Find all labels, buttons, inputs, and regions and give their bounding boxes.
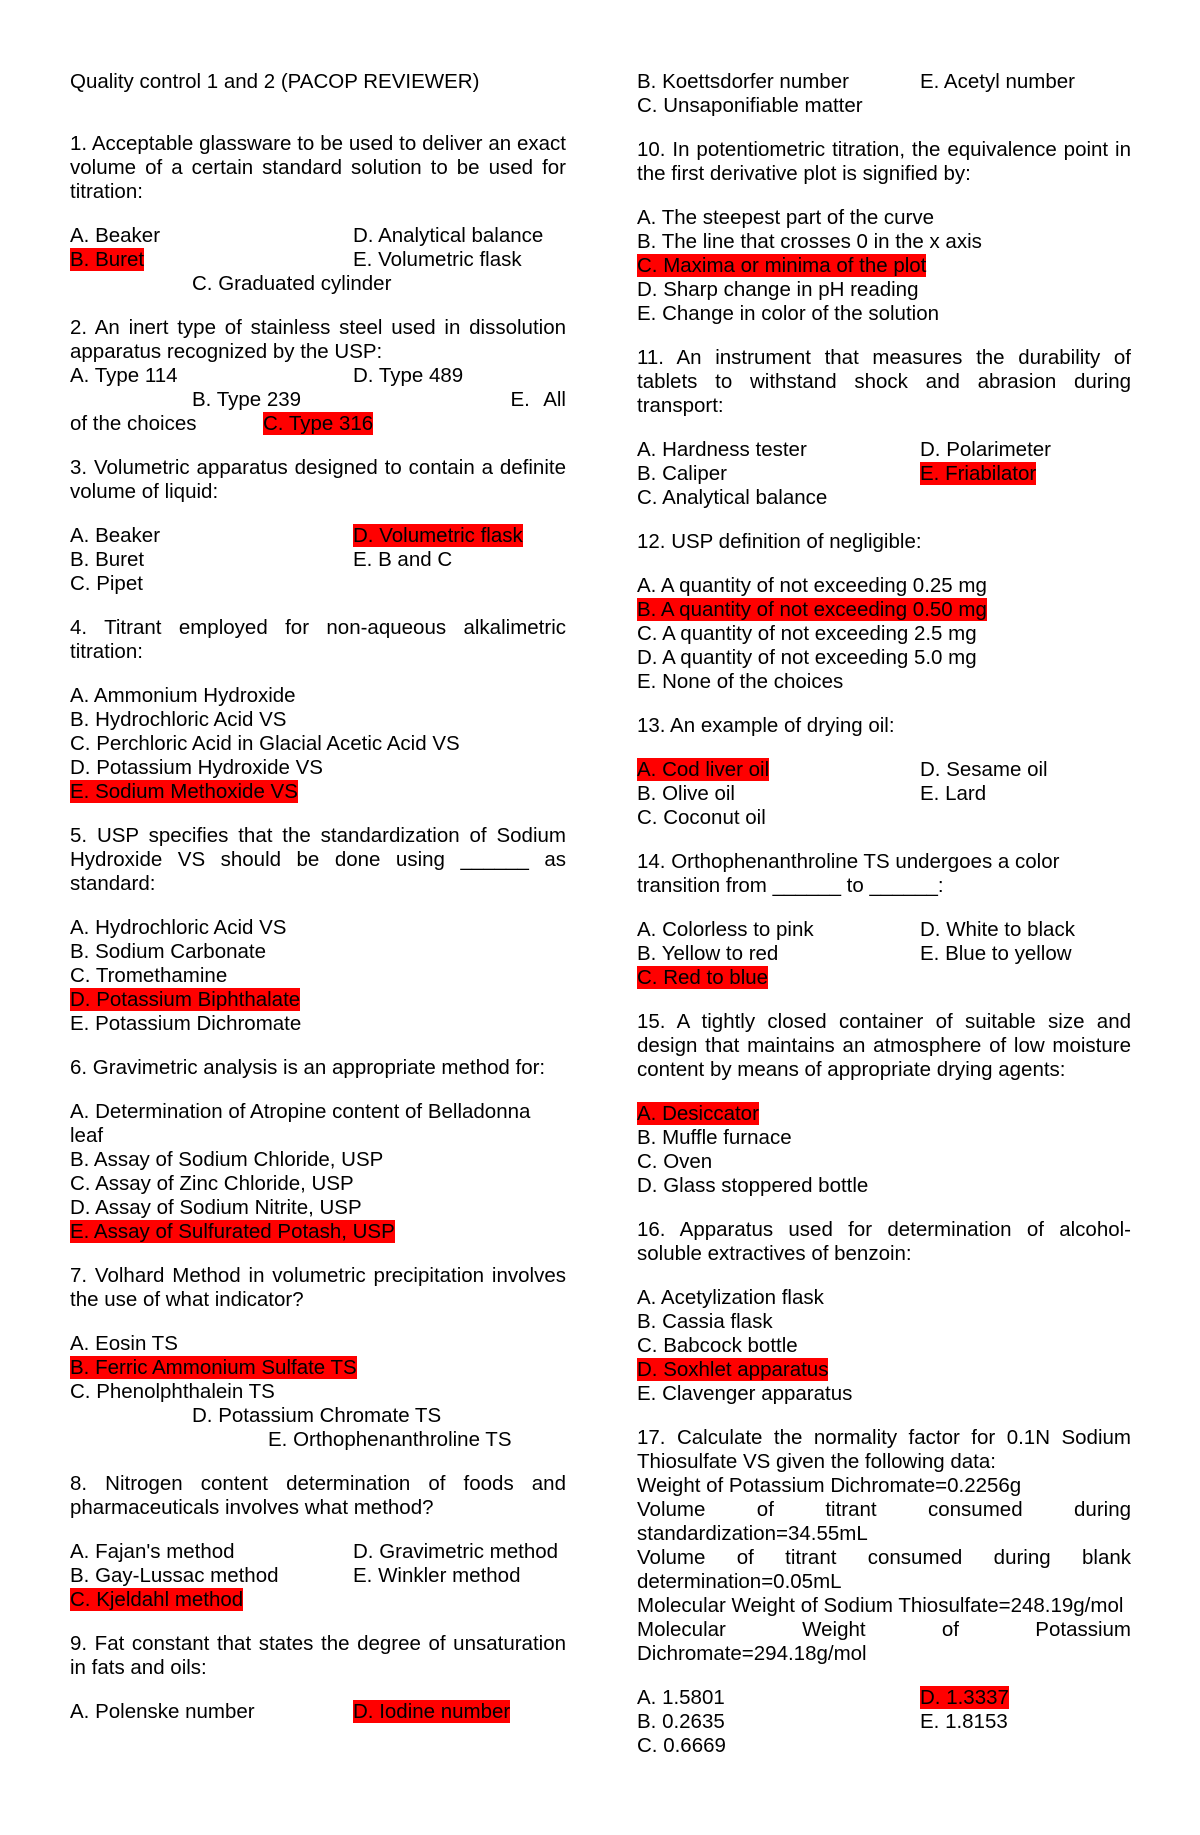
- choice-c: C. Oven: [637, 1150, 713, 1173]
- question-stem: 5. USP specifies that the standardization of Sodium Hydroxide VS should be done using ______ as standard:: [70, 824, 566, 895]
- choice-c: C. Assay of Zinc Chloride, USP: [70, 1172, 354, 1195]
- choice-b: B. Olive oil: [637, 782, 735, 805]
- choice-d: D. Glass stoppered bottle: [637, 1174, 869, 1197]
- left-column: [70, 70, 566, 1744]
- choice-e: E. Acetyl number: [920, 70, 1075, 93]
- choice-a-answer: A. Cod liver oil: [637, 758, 770, 781]
- choices: [637, 918, 1131, 990]
- given-weight-dichromate: Weight of Potassium Dichromate=0.2256g: [637, 1474, 1022, 1497]
- question-14: [637, 850, 1131, 990]
- question-stem: [637, 1426, 1131, 1666]
- choice-a: A. Ammonium Hydroxide: [70, 684, 296, 707]
- choice-d: D. White to black: [920, 918, 1075, 941]
- choices: [637, 574, 1131, 694]
- choice-a: A. Type 114: [70, 364, 178, 387]
- given-volume-blank: Volume of titrant consumed during blank determination=0.05mL: [637, 1546, 1131, 1593]
- question-stem: 11. An instrument that measures the durability of tablets to withstand shock and abrasion during transport:: [637, 346, 1131, 417]
- choice-a: A. A quantity of not exceeding 0.25 mg: [637, 574, 987, 597]
- question-stem: 10. In potentiometric titration, the equivalence point in the first derivative plot is signified by:: [637, 138, 1131, 185]
- right-column: [637, 70, 1131, 1778]
- choices: [70, 1700, 566, 1724]
- question-9-continued: [637, 70, 1131, 118]
- choice-d: D. Type 489: [353, 364, 464, 387]
- choice-c: C. Babcock bottle: [637, 1334, 798, 1357]
- choices: [70, 684, 566, 804]
- choice-c: C. Phenolphthalein TS: [70, 1380, 275, 1403]
- given-mw-dichromate: Molecular Weight of Potassium Dichromate=294.18g/mol: [637, 1618, 1131, 1665]
- choices: [637, 438, 1131, 510]
- question-stem: 4. Titrant employed for non-aqueous alkalimetric titration:: [70, 616, 566, 663]
- question-stem: 8. Nitrogen content determination of foods and pharmaceuticals involves what method?: [70, 1472, 566, 1519]
- choice-e: E. Blue to yellow: [920, 942, 1072, 965]
- choice-e-part1: E.: [510, 388, 530, 411]
- question-5: [70, 824, 566, 1036]
- choice-d: D. Sesame oil: [920, 758, 1048, 781]
- choice-e: E. Clavenger apparatus: [637, 1382, 853, 1405]
- choice-b: B. Buret: [70, 548, 145, 571]
- choice-b: B. Cassia flask: [637, 1310, 773, 1333]
- choices: [70, 364, 566, 436]
- choice-b: B. Muffle furnace: [637, 1126, 792, 1149]
- choice-e: E. Winkler method: [353, 1564, 521, 1587]
- choice-b: B. Gay-Lussac method: [70, 1564, 279, 1587]
- choice-b: B. Assay of Sodium Chloride, USP: [70, 1148, 384, 1171]
- choice-b-answer: B. A quantity of not exceeding 0.50 mg: [637, 598, 987, 621]
- question-2: [70, 316, 566, 436]
- choice-a: A. Colorless to pink: [637, 918, 814, 941]
- choice-a-line2: leaf: [70, 1124, 104, 1147]
- choice-a: A. Fajan's method: [70, 1540, 235, 1563]
- question-stem: 12. USP definition of negligible:: [637, 530, 922, 553]
- choice-c: C. Coconut oil: [637, 806, 766, 829]
- question-6: [70, 1056, 566, 1244]
- choice-c: C. A quantity of not exceeding 2.5 mg: [637, 622, 977, 645]
- question-stem-text: 17. Calculate the normality factor for 0.1N Sodium Thiosulfate VS given the following data:: [637, 1426, 1131, 1473]
- choices: [70, 224, 566, 296]
- question-stem: 6. Gravimetric analysis is an appropriate method for:: [70, 1056, 546, 1079]
- question-stem: 16. Apparatus used for determination of alcohol-soluble extractives of benzoin:: [637, 1218, 1131, 1265]
- choices: [70, 1540, 566, 1612]
- choice-a: A. Beaker: [70, 524, 161, 547]
- choice-e: E. Change in color of the solution: [637, 302, 939, 325]
- choice-b: B. Yellow to red: [637, 942, 779, 965]
- choice-e-part3: of the choices: [70, 412, 197, 435]
- choice-d: D. Potassium Chromate TS: [192, 1404, 442, 1427]
- choice-a: A. Acetylization flask: [637, 1286, 824, 1309]
- choice-c: C. Tromethamine: [70, 964, 228, 987]
- choices: [70, 916, 566, 1036]
- given-volume-standardization: Volume of titrant consumed during standardization=34.55mL: [637, 1498, 1131, 1545]
- question-stem: 7. Volhard Method in volumetric precipitation involves the use of what indicator?: [70, 1264, 566, 1311]
- choice-a: A. Hardness tester: [637, 438, 807, 461]
- question-stem: 1. Acceptable glassware to be used to deliver an exact volume of a certain standard solution to be used for titration:: [70, 132, 566, 203]
- question-stem: 2. An inert type of stainless steel used in dissolution apparatus recognized by the USP:: [70, 316, 566, 363]
- choice-e-answer: E. Sodium Methoxide VS: [70, 780, 298, 803]
- question-3: [70, 456, 566, 596]
- question-9: [70, 1632, 566, 1724]
- choice-c-answer: C. Type 316: [263, 412, 374, 435]
- question-12: [637, 530, 1131, 694]
- choice-b: B. Sodium Carbonate: [70, 940, 267, 963]
- choice-c: C. Pipet: [70, 572, 143, 595]
- choices: [637, 206, 1131, 326]
- question-13: [637, 714, 1131, 830]
- choice-c: C. Perchloric Acid in Glacial Acetic Acid VS: [70, 732, 460, 755]
- choice-d: D. Sharp change in pH reading: [637, 278, 919, 301]
- choice-e: E. Lard: [920, 782, 987, 805]
- choices: [637, 1102, 1131, 1198]
- choices: [637, 1686, 1131, 1758]
- choice-a-line1: A. Determination of Atropine content of Belladonna: [70, 1100, 531, 1123]
- question-stem: 9. Fat constant that states the degree of unsaturation in fats and oils:: [70, 1632, 566, 1679]
- question-stem: 14. Orthophenanthroline TS undergoes a color transition from ______ to ______:: [637, 850, 1060, 897]
- choice-d-answer: D. Potassium Biphthalate: [70, 988, 301, 1011]
- choice-a: A. Polenske number: [70, 1700, 255, 1723]
- choice-a: A. Beaker: [70, 224, 161, 247]
- choice-e-answer: E. Assay of Sulfurated Potash, USP: [70, 1220, 395, 1243]
- choice-d-answer: D. Soxhlet apparatus: [637, 1358, 829, 1381]
- choices: [70, 1332, 566, 1452]
- choice-c-answer: C. Red to blue: [637, 966, 769, 989]
- choice-d: D. Assay of Sodium Nitrite, USP: [70, 1196, 362, 1219]
- choice-a-answer: A. Desiccator: [637, 1102, 759, 1125]
- choice-b: B. Caliper: [637, 462, 728, 485]
- choice-e: E. Potassium Dichromate: [70, 1012, 302, 1035]
- choices: [637, 1286, 1131, 1406]
- choice-d-answer: D. Volumetric flask: [353, 524, 523, 547]
- choice-e: E. Orthophenanthroline TS: [268, 1428, 512, 1451]
- question-16: [637, 1218, 1131, 1406]
- choice-b: B. Type 239: [192, 388, 302, 411]
- choice-d: D. Polarimeter: [920, 438, 1052, 461]
- question-stem: 3. Volumetric apparatus designed to contain a definite volume of liquid:: [70, 456, 566, 503]
- choice-b: B. Hydrochloric Acid VS: [70, 708, 287, 731]
- choice-b-answer: B. Buret: [70, 248, 145, 271]
- question-4: [70, 616, 566, 804]
- choice-e: E. 1.8153: [920, 1710, 1008, 1733]
- choices: [637, 758, 1131, 830]
- choices: [70, 1100, 566, 1244]
- choice-e: E. None of the choices: [637, 670, 844, 693]
- choices: [70, 524, 566, 596]
- choice-d: D. A quantity of not exceeding 5.0 mg: [637, 646, 977, 669]
- document-title: Quality control 1 and 2 (PACOP REVIEWER): [70, 70, 480, 93]
- question-7: [70, 1264, 566, 1452]
- choice-d: D. Potassium Hydroxide VS: [70, 756, 323, 779]
- choice-d: D. Analytical balance: [353, 224, 544, 247]
- choice-b: B. Koettsdorfer number: [637, 70, 849, 93]
- choice-c-answer: C. Maxima or minima of the plot: [637, 254, 927, 277]
- choice-c: C. Graduated cylinder: [192, 272, 392, 295]
- choice-b-answer: B. Ferric Ammonium Sulfate TS: [70, 1356, 357, 1379]
- question-17: [637, 1426, 1131, 1758]
- choice-d: D. Gravimetric method: [353, 1540, 559, 1563]
- choice-e-answer: E. Friabilator: [920, 462, 1037, 485]
- question-1: [70, 132, 566, 296]
- choice-a: A. Hydrochloric Acid VS: [70, 916, 287, 939]
- choice-a: A. 1.5801: [637, 1686, 725, 1709]
- question-10: [637, 138, 1131, 326]
- choice-c-answer: C. Kjeldahl method: [70, 1588, 244, 1611]
- choice-b: B. 0.2635: [637, 1710, 725, 1733]
- choice-e: E. B and C: [353, 548, 453, 571]
- question-stem: 15. A tightly closed container of suitable size and design that maintains an atmosphere of low moisture content by means of appropriate drying agents:: [637, 1010, 1131, 1081]
- choice-b: B. The line that crosses 0 in the x axis: [637, 230, 982, 253]
- choice-c: C. Unsaponifiable matter: [637, 94, 863, 117]
- question-8: [70, 1472, 566, 1612]
- choice-a: A. The steepest part of the curve: [637, 206, 935, 229]
- choice-d-answer: D. 1.3337: [920, 1686, 1009, 1709]
- given-mw-thiosulfate: Molecular Weight of Sodium Thiosulfate=248.19g/mol: [637, 1594, 1124, 1617]
- choice-c: C. Analytical balance: [637, 486, 828, 509]
- question-11: [637, 346, 1131, 510]
- choice-e-part2: All: [543, 388, 566, 411]
- question-stem: 13. An example of drying oil:: [637, 714, 895, 737]
- choice-c: C. 0.6669: [637, 1734, 726, 1757]
- choice-d-answer: D. Iodine number: [353, 1700, 511, 1723]
- choice-a: A. Eosin TS: [70, 1332, 178, 1355]
- choice-e: E. Volumetric flask: [353, 248, 522, 271]
- question-15: [637, 1010, 1131, 1198]
